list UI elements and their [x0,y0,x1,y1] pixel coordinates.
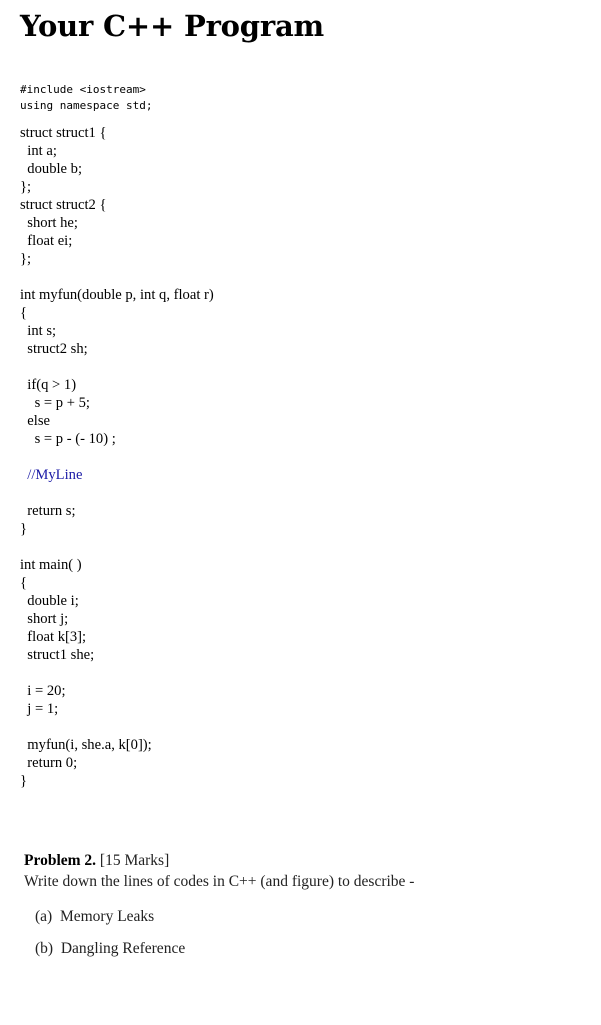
code-line: { [20,575,28,591]
problem-heading [24,850,584,871]
code-line: //MyLine [20,467,83,483]
code-block [20,124,214,790]
code-line: double b; [20,161,83,177]
code-line: struct2 sh; [20,341,88,357]
item-marker: (b) [35,940,54,957]
code-line: else [20,413,50,429]
code-line: int main( ) [20,557,82,573]
code-blank-line [20,448,214,466]
problem-item-b [35,938,185,959]
code-line: s = p + 5; [20,395,90,411]
item-text: Dangling Reference [60,940,186,957]
code-line: } [20,521,28,537]
code-line: int a; [20,143,57,159]
item-marker: (a) [35,908,53,925]
problem-marks: [15 Marks] [99,852,170,869]
namespace-line: using namespace std; [20,99,153,112]
problem-item-a [35,906,154,927]
code-line: int myfun(double p, int q, float r) [20,287,214,303]
code-line: short j; [20,611,69,627]
code-blank-line [20,664,214,682]
code-line: } [20,773,28,789]
code-line: s = p - (- 10) ; [20,431,116,447]
code-blank-line [20,538,214,556]
problem-label: Problem 2. [24,852,97,869]
code-line: if(q > 1) [20,377,77,393]
code-blank-line [20,358,214,376]
code-line: short he; [20,215,78,231]
problem-section [24,850,584,957]
item-text: Memory Leaks [59,908,155,925]
code-line: { [20,305,28,321]
code-blank-line [20,484,214,502]
page-title: Your C++ Program [20,9,325,43]
code-line: float ei; [20,233,73,249]
code-line: j = 1; [20,701,59,717]
code-line: }; [20,179,32,195]
code-line: struct struct1 { [20,125,107,141]
code-line: struct struct2 { [20,197,107,213]
code-line: i = 20; [20,683,66,699]
code-line: float k[3]; [20,629,87,645]
code-line: int s; [20,323,57,339]
code-line: double i; [20,593,79,609]
code-line: return 0; [20,755,78,771]
code-blank-line [20,268,214,286]
code-line: }; [20,251,32,267]
code-blank-line [20,718,214,736]
include-line: #include <iostream> [20,83,146,96]
code-line: struct1 she; [20,647,95,663]
code-line: myfun(i, she.a, k[0]); [20,737,152,753]
problem-description: Write down the lines of codes in C++ (and figure) to describe - [24,873,415,890]
code-line: return s; [20,503,76,519]
